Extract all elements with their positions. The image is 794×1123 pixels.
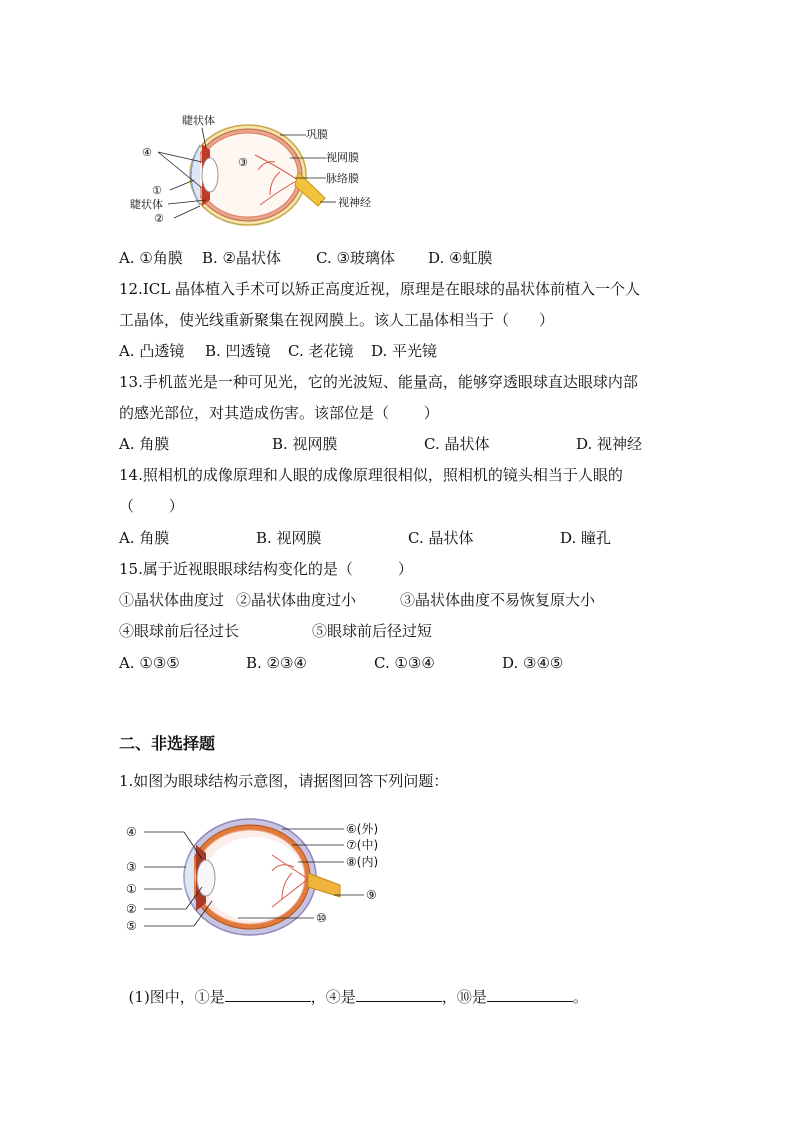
q11-option-a: A. ①角膜 xyxy=(119,249,183,267)
q14-option-c: C. 晶状体 xyxy=(408,529,474,547)
eye-diagram-2 xyxy=(122,815,402,945)
label-n4: ④ xyxy=(142,146,152,159)
eye-optic-nerve xyxy=(295,172,325,206)
q13-option-d: D. 视神经 xyxy=(576,435,643,453)
label-ciliary-bottom: 睫状体 xyxy=(130,198,163,211)
q13-option-c: C. 晶状体 xyxy=(424,435,490,453)
q1-sub1-mid1: ，④是 xyxy=(310,988,356,1006)
q12-option-b: B. 凹透镜 xyxy=(205,342,271,360)
q12-option-c: C. 老花镜 xyxy=(288,342,354,360)
q11-option-d: D. ④虹膜 xyxy=(428,249,493,267)
q11-option-c: C. ③玻璃体 xyxy=(316,249,395,267)
q15-option-d: D. ③④⑤ xyxy=(502,654,564,672)
q15-statement-5: ⑤眼球前后径过短 xyxy=(312,622,433,640)
q12-stem-line2: 工晶体，使光线重新聚集在视网膜上。该人工晶体相当于（ ） xyxy=(119,311,555,329)
q14-stem-line1: 14.照相机的成像原理和人眼的成像原理很相似，照相机的镜头相当于人眼的 xyxy=(119,466,623,484)
q1-sub1-prefix: (1)图中，①是 xyxy=(128,988,225,1006)
q15-stem: 15.属于近视眼眼球结构变化的是（ ） xyxy=(119,560,413,578)
q1-sub1-end: 。 xyxy=(572,988,588,1006)
eye-diagram-1 xyxy=(130,110,390,230)
eye-lens xyxy=(202,158,218,192)
fig2-label-n5: ⑤ xyxy=(126,919,137,933)
label-n3: ③ xyxy=(238,156,248,169)
q14-option-b: B. 视网膜 xyxy=(256,529,322,547)
q13-option-b: B. 视网膜 xyxy=(272,435,338,453)
q13-option-a: A. 角膜 xyxy=(119,435,170,453)
q15-option-a: A. ①③⑤ xyxy=(119,654,180,672)
fig2-label-n3: ③ xyxy=(126,860,137,874)
label-choroid: 脉络膜 xyxy=(326,172,359,185)
fig2-label-n6: ⑥(外) xyxy=(346,822,379,836)
fig2-label-n1: ① xyxy=(126,882,137,896)
eye-cornea xyxy=(191,145,200,205)
q1-sub1-mid2: ，⑩是 xyxy=(441,988,487,1006)
label-n1: ① xyxy=(152,184,162,197)
q11-option-b: B. ②晶状体 xyxy=(202,249,282,267)
fig2-label-n8: ⑧(内) xyxy=(346,855,379,869)
label-retina: 视网膜 xyxy=(326,151,359,164)
q15-statement-4: ④眼球前后径过长 xyxy=(119,622,240,640)
q14-option-d: D. 瞳孔 xyxy=(560,529,612,547)
q13-stem-line1: 13.手机蓝光是一种可见光，它的光波短、能量高，能够穿透眼球直达眼球内部 xyxy=(119,373,638,391)
q14-stem-line2: （ ） xyxy=(119,497,184,515)
label-optic-nerve: 视神经 xyxy=(338,196,371,209)
q13-stem-line2: 的感光部位，对其造成伤害。该部位是（ ） xyxy=(119,404,439,422)
eye2-cornea xyxy=(184,847,194,907)
q15-option-b: B. ②③④ xyxy=(246,654,307,672)
q15-statement-2: ②晶状体曲度过小 xyxy=(236,591,357,609)
q12-option-a: A. 凸透镜 xyxy=(119,342,185,360)
answer-blank-1[interactable] xyxy=(225,987,311,1002)
answer-blank-4[interactable] xyxy=(356,987,442,1002)
label-sclera: 巩膜 xyxy=(306,128,328,141)
q15-statement-3: ③晶状体曲度不易恢复原大小 xyxy=(400,591,596,609)
label-ciliary-top: 睫状体 xyxy=(182,114,215,127)
q1-sub1 xyxy=(119,967,588,1007)
fig2-label-n9: ⑨ xyxy=(366,888,377,902)
eye2-vitreous xyxy=(204,837,304,921)
fig2-label-n2: ② xyxy=(126,902,137,916)
q1-stem: 1.如图为眼球结构示意图，请据图回答下列问题： xyxy=(119,772,449,790)
label-n2: ② xyxy=(154,212,164,225)
q15-statement-1: ①晶状体曲度过 xyxy=(119,591,225,609)
section-heading: 二、非选择题 xyxy=(119,734,216,753)
fig2-label-n10: ⑩ xyxy=(316,911,327,925)
answer-blank-10[interactable] xyxy=(487,987,573,1002)
q15-option-c: C. ①③④ xyxy=(374,654,435,672)
q14-option-a: A. 角膜 xyxy=(119,529,170,547)
fig2-label-n7: ⑦(中) xyxy=(346,838,379,852)
fig2-label-n4: ④ xyxy=(126,825,137,839)
q12-stem-line1: 12.ICL 晶体植入手术可以矫正高度近视，原理是在眼球的晶状体前植入一个人 xyxy=(119,280,640,298)
q12-option-d: D. 平光镜 xyxy=(371,342,438,360)
